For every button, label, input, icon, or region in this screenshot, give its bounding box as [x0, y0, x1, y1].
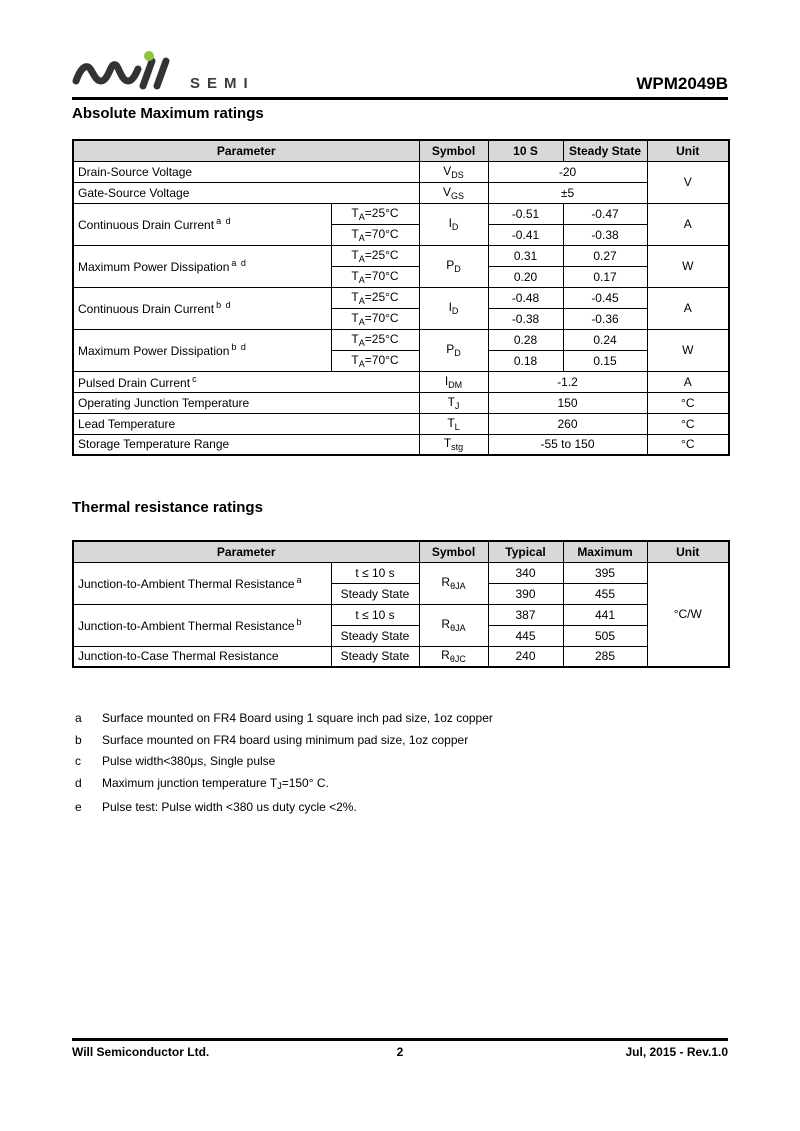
param-cell: Maximum Power Dissipation $^{a d}$	[73, 245, 331, 287]
param-cell: Junction-to-Case Thermal Resistance	[73, 646, 331, 667]
col-header-steady-state: Steady State	[563, 140, 647, 161]
condition-cell: t ≤ 10 s	[331, 562, 419, 583]
table-row-pd-ad-25	[73, 245, 729, 266]
page-footer	[72, 1038, 728, 1059]
thermal-title: Thermal resistance ratings	[72, 499, 263, 516]
table-row-tstg	[73, 434, 729, 455]
logo-wave-icon	[72, 50, 176, 95]
footnote-key: d	[75, 775, 82, 790]
table-row-id-bd-25	[73, 287, 729, 308]
footnote-key: e	[75, 800, 82, 814]
footnote-a	[72, 708, 728, 730]
condition-cell: $T_A=25^\circ C$	[331, 287, 419, 308]
abs-max-header-row	[73, 140, 729, 161]
footnote-c	[72, 751, 728, 773]
value-cell: 445	[488, 625, 563, 646]
thermal-header-row	[73, 541, 729, 562]
footnote-text: Pulse width<380μs, Single pulse	[102, 754, 276, 768]
symbol-cell: $I_{DM}$	[419, 371, 488, 392]
value-cell: -0.38	[488, 308, 563, 329]
abs-max-title: Absolute Maximum ratings	[72, 105, 264, 122]
unit-cell: W	[647, 245, 729, 287]
value-cell: 340	[488, 562, 563, 583]
condition-cell: $T_A=25^\circ C$	[331, 203, 419, 224]
param-cell: Gate-Source Voltage	[73, 182, 419, 203]
symbol-cell: $I_D$	[419, 287, 488, 329]
footnote-text: Maximum junction temperature TJ=150° C.	[102, 775, 329, 791]
condition-cell: t ≤ 10 s	[331, 604, 419, 625]
symbol-cell: $V_{DS}$	[419, 161, 488, 182]
unit-cell: °C	[647, 413, 729, 434]
param-cell: Maximum Power Dissipation $^{b d}$	[73, 329, 331, 371]
value-cell: 0.17	[563, 266, 647, 287]
table-row-pd-bd-25	[73, 329, 729, 350]
table-row-tj	[73, 392, 729, 413]
table-row-vgs	[73, 182, 729, 203]
value-cell: -0.48	[488, 287, 563, 308]
table-row-id-ad-25	[73, 203, 729, 224]
symbol-cell: $I_D$	[419, 203, 488, 245]
footnote-text: Surface mounted on FR4 Board using 1 square inch pad size, 1oz copper	[102, 711, 493, 725]
value-cell: 285	[563, 646, 647, 667]
condition-cell: Steady State	[331, 625, 419, 646]
unit-cell: V	[647, 161, 729, 203]
col-header-unit: Unit	[647, 541, 729, 562]
unit-cell: A	[647, 287, 729, 329]
param-cell: Drain-Source Voltage	[73, 161, 419, 182]
param-cell: Lead Temperature	[73, 413, 419, 434]
unit-cell: A	[647, 203, 729, 245]
param-cell: Pulsed Drain Current $^c$	[73, 371, 419, 392]
condition-cell: Steady State	[331, 646, 419, 667]
value-cell: 505	[563, 625, 647, 646]
unit-cell: °C	[647, 392, 729, 413]
symbol-cell: $P_D$	[419, 329, 488, 371]
footer-company: Will Semiconductor Ltd.	[72, 1045, 210, 1059]
value-cell: -55 to 150	[488, 434, 647, 455]
param-cell: Operating Junction Temperature	[73, 392, 419, 413]
value-cell: -0.36	[563, 308, 647, 329]
logo-brand-text: SEMI	[190, 75, 255, 92]
value-cell: -0.45	[563, 287, 647, 308]
condition-cell: $T_A=25^\circ C$	[331, 329, 419, 350]
unit-cell: °C/W	[647, 562, 729, 667]
value-cell: -0.38	[563, 224, 647, 245]
value-cell: 0.20	[488, 266, 563, 287]
product-number: WPM2049B	[636, 74, 728, 93]
footnote-text: Pulse test: Pulse width <380 us duty cycle <2%.	[102, 800, 357, 814]
col-header-symbol: Symbol	[419, 541, 488, 562]
footnotes	[72, 708, 728, 819]
thermal-table	[72, 540, 730, 668]
col-header-parameter: Parameter	[73, 541, 419, 562]
col-header-10s: 10 S	[488, 140, 563, 161]
table-row-tl	[73, 413, 729, 434]
table-row-idm	[73, 371, 729, 392]
symbol-cell: $R_{\theta JA}$	[419, 562, 488, 604]
param-cell: Continuous Drain Current $^{b d}$	[73, 287, 331, 329]
value-cell: -20	[488, 161, 647, 182]
param-cell: Continuous Drain Current $^{a d}$	[73, 203, 331, 245]
value-cell: -0.51	[488, 203, 563, 224]
param-cell: Junction-to-Ambient Thermal Resistance $^b$	[73, 604, 331, 646]
condition-cell: $T_A=70^\circ C$	[331, 350, 419, 371]
value-cell: 387	[488, 604, 563, 625]
footnote-key: a	[75, 711, 82, 725]
value-cell: 0.28	[488, 329, 563, 350]
unit-cell: °C	[647, 434, 729, 455]
value-cell: 0.27	[563, 245, 647, 266]
value-cell: 390	[488, 583, 563, 604]
value-cell: 0.31	[488, 245, 563, 266]
value-cell: 0.18	[488, 350, 563, 371]
param-cell: Junction-to-Ambient Thermal Resistance $^a$	[73, 562, 331, 604]
symbol-cell: $R_{\theta JC}$	[419, 646, 488, 667]
will-semi-logo	[72, 50, 255, 95]
col-header-typical: Typical	[488, 541, 563, 562]
symbol-cell: $T_{stg}$	[419, 434, 488, 455]
table-row-ja-b-10s	[73, 604, 729, 625]
table-row-ja-a-10s	[73, 562, 729, 583]
table-row-vds	[73, 161, 729, 182]
footnote-b	[72, 730, 728, 752]
value-cell: ±5	[488, 182, 647, 203]
abs-max-table	[72, 139, 730, 456]
col-header-maximum: Maximum	[563, 541, 647, 562]
value-cell: -0.41	[488, 224, 563, 245]
value-cell: 150	[488, 392, 647, 413]
value-cell: 0.24	[563, 329, 647, 350]
param-cell: Storage Temperature Range	[73, 434, 419, 455]
footer-revision: Jul, 2015 - Rev.1.0	[625, 1045, 729, 1059]
symbol-cell: $P_D$	[419, 245, 488, 287]
value-cell: 260	[488, 413, 647, 434]
symbol-cell: $V_{GS}$	[419, 182, 488, 203]
footer-page-number: 2	[396, 1045, 404, 1059]
footnote-d	[72, 773, 728, 798]
value-cell: 455	[563, 583, 647, 604]
value-cell: 0.15	[563, 350, 647, 371]
page-header	[72, 0, 728, 100]
footnote-key: c	[75, 754, 81, 768]
col-header-symbol: Symbol	[419, 140, 488, 161]
col-header-unit: Unit	[647, 140, 729, 161]
condition-cell: $T_A=70^\circ C$	[331, 224, 419, 245]
condition-cell: $T_A=70^\circ C$	[331, 266, 419, 287]
symbol-cell: $R_{\theta JA}$	[419, 604, 488, 646]
table-row-jc	[73, 646, 729, 667]
value-cell: 441	[563, 604, 647, 625]
symbol-cell: $T_J$	[419, 392, 488, 413]
symbol-cell: $T_L$	[419, 413, 488, 434]
footnote-text: Surface mounted on FR4 board using minimum pad size, 1oz copper	[102, 732, 469, 747]
value-cell: 395	[563, 562, 647, 583]
unit-cell: A	[647, 371, 729, 392]
value-cell: -0.47	[563, 203, 647, 224]
footnote-e	[72, 797, 728, 819]
col-header-parameter: Parameter	[73, 140, 419, 161]
condition-cell: Steady State	[331, 583, 419, 604]
footnote-key: b	[75, 732, 82, 747]
unit-cell: W	[647, 329, 729, 371]
value-cell: -1.2	[488, 371, 647, 392]
condition-cell: $T_A=70^\circ C$	[331, 308, 419, 329]
value-cell: 240	[488, 646, 563, 667]
condition-cell: $T_A=25^\circ C$	[331, 245, 419, 266]
